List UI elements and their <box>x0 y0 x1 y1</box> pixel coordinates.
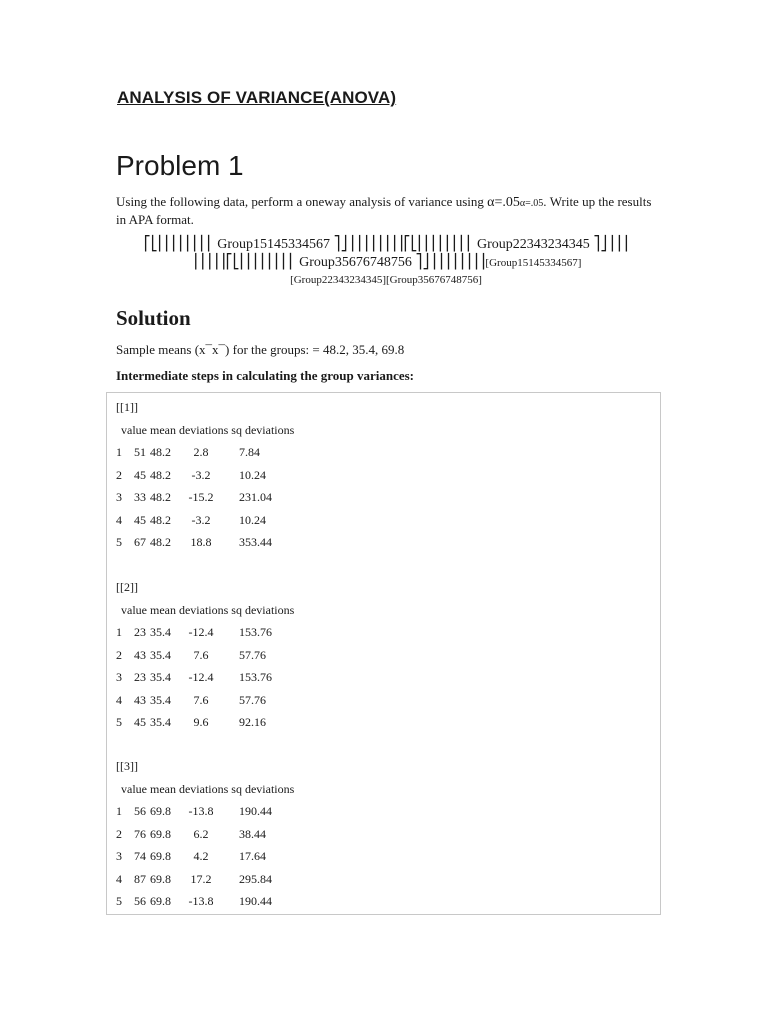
row-deviation: 17.2 <box>190 871 212 886</box>
row-deviation: 18.8 <box>190 535 212 549</box>
row-value: 51 <box>134 445 146 459</box>
data-matrix <box>116 236 656 272</box>
row-mean: 48.2 <box>150 467 171 482</box>
group-label: [[3]] <box>116 759 138 773</box>
row-deviation: 7.6 <box>193 692 209 707</box>
row-mean: 48.2 <box>150 535 171 549</box>
row-index: 1 <box>116 445 122 459</box>
row-sq-deviation: 7.84 <box>239 445 260 459</box>
row-mean: 35.4 <box>150 625 171 639</box>
problem-intro <box>116 194 656 228</box>
intro-text-part1: Using the following data, perform a oneway analysis of variance using <box>116 194 488 209</box>
row-sq-deviation: 38.44 <box>239 826 266 841</box>
row-sq-deviation: 231.04 <box>239 490 272 504</box>
row-value: 45 <box>134 512 146 527</box>
row-value: 33 <box>134 490 146 504</box>
row-mean: 35.4 <box>150 670 171 684</box>
row-index: 5 <box>116 894 122 908</box>
row-deviation: -13.8 <box>188 894 214 908</box>
row-mean: 69.8 <box>150 804 171 818</box>
matrix-line-3: [Group22343234345][Group35676748756] <box>290 274 482 286</box>
row-sq-deviation: 10.24 <box>239 512 266 527</box>
row-sq-deviation: 57.76 <box>239 692 266 707</box>
row-value: 56 <box>134 894 146 908</box>
row-mean: 69.8 <box>150 871 171 886</box>
row-index: 4 <box>116 871 122 886</box>
row-sq-deviation: 353.44 <box>239 535 272 549</box>
problem-title: Problem 1 <box>116 150 244 181</box>
row-deviation: 7.6 <box>193 647 209 662</box>
group-label: [[1]] <box>116 400 138 414</box>
row-index: 5 <box>116 715 122 729</box>
row-deviation: -12.4 <box>188 670 214 684</box>
row-mean: 35.4 <box>150 715 171 729</box>
row-index: 5 <box>116 535 122 549</box>
row-index: 2 <box>116 826 122 841</box>
group-column-header: value mean deviations sq deviations <box>121 603 295 617</box>
row-sq-deviation: 190.44 <box>239 894 272 908</box>
row-value: 74 <box>134 849 146 863</box>
row-index: 1 <box>116 625 122 639</box>
intro-text-part2: . Write up the results in APA format. <box>116 194 652 227</box>
row-value: 23 <box>134 670 146 684</box>
row-sq-deviation: 92.16 <box>239 715 266 729</box>
matrix-line-2 <box>116 254 656 272</box>
row-value: 87 <box>134 871 146 886</box>
row-deviation: -12.4 <box>188 625 214 639</box>
row-sq-deviation: 57.76 <box>239 647 266 662</box>
row-mean: 48.2 <box>150 512 171 527</box>
row-deviation: 2.8 <box>193 445 209 459</box>
intermediate-steps-title: Intermediate steps in calculating the group variances: <box>116 368 415 383</box>
row-index: 3 <box>116 849 122 863</box>
row-mean: 35.4 <box>150 647 171 662</box>
row-sq-deviation: 10.24 <box>239 467 266 482</box>
alpha-symbol: α=.05 <box>487 195 520 210</box>
row-mean: 35.4 <box>150 692 171 707</box>
row-value: 67 <box>134 535 146 549</box>
row-sq-deviation: 190.44 <box>239 804 272 818</box>
row-index: 3 <box>116 490 122 504</box>
matrix-line-2-big: ⎥⎥⎥⎥⎥⎡⎣⎢⎢⎢⎢⎢⎢⎢⎢ Group35676748756 ⎤⎦⎥⎥⎥⎥⎥⎥⎥⎥ <box>190 255 486 270</box>
matrix-line-2-small: [Group15145334567] <box>485 257 582 269</box>
row-index: 2 <box>116 467 122 482</box>
document-heading: ANALYSIS OF VARIANCE(ANOVA) <box>117 88 397 107</box>
row-index: 4 <box>116 512 122 527</box>
row-deviation: -15.2 <box>188 490 214 504</box>
row-deviation: -13.8 <box>188 804 214 818</box>
sample-means-text: Sample means (x¯x¯) for the groups: = 48.2, 35.4, 69.8 <box>116 342 405 357</box>
row-deviation: 6.2 <box>193 826 209 841</box>
group-column-header: value mean deviations sq deviations <box>121 423 295 437</box>
row-index: 2 <box>116 647 122 662</box>
row-sq-deviation: 153.76 <box>239 625 272 639</box>
alpha-symbol-small: α=.05 <box>519 198 544 209</box>
row-mean: 69.8 <box>150 826 171 841</box>
row-deviation: -3.2 <box>191 467 211 482</box>
row-value: 45 <box>134 715 146 729</box>
row-mean: 69.8 <box>150 849 171 863</box>
row-index: 1 <box>116 804 122 818</box>
row-mean: 48.2 <box>150 490 171 504</box>
row-value: 56 <box>134 804 146 818</box>
row-value: 23 <box>134 625 146 639</box>
row-index: 3 <box>116 670 122 684</box>
group-column-header: value mean deviations sq deviations <box>121 782 295 796</box>
solution-title: Solution <box>116 306 191 330</box>
row-deviation: 4.2 <box>193 849 209 863</box>
row-deviation: -3.2 <box>191 512 211 527</box>
row-mean: 48.2 <box>150 445 171 459</box>
row-mean: 69.8 <box>150 894 171 908</box>
group-label: [[2]] <box>116 580 138 594</box>
row-sq-deviation: 153.76 <box>239 670 272 684</box>
matrix-line-1: ⎡⎣⎢⎢⎢⎢⎢⎢⎢⎢ Group15145334567 ⎤⎦⎥⎥⎥⎥⎥⎥⎥⎥⎡⎣⎢⎢⎢⎢⎢⎢⎢⎢ Group22343234345 ⎤⎦⎥⎥⎥ <box>143 237 629 252</box>
row-value: 76 <box>134 826 146 841</box>
row-value: 45 <box>134 467 146 482</box>
row-deviation: 9.6 <box>193 715 209 729</box>
row-sq-deviation: 17.64 <box>239 849 266 863</box>
row-index: 4 <box>116 692 122 707</box>
row-value: 43 <box>134 647 146 662</box>
row-value: 43 <box>134 692 146 707</box>
row-sq-deviation: 295.84 <box>239 871 272 886</box>
